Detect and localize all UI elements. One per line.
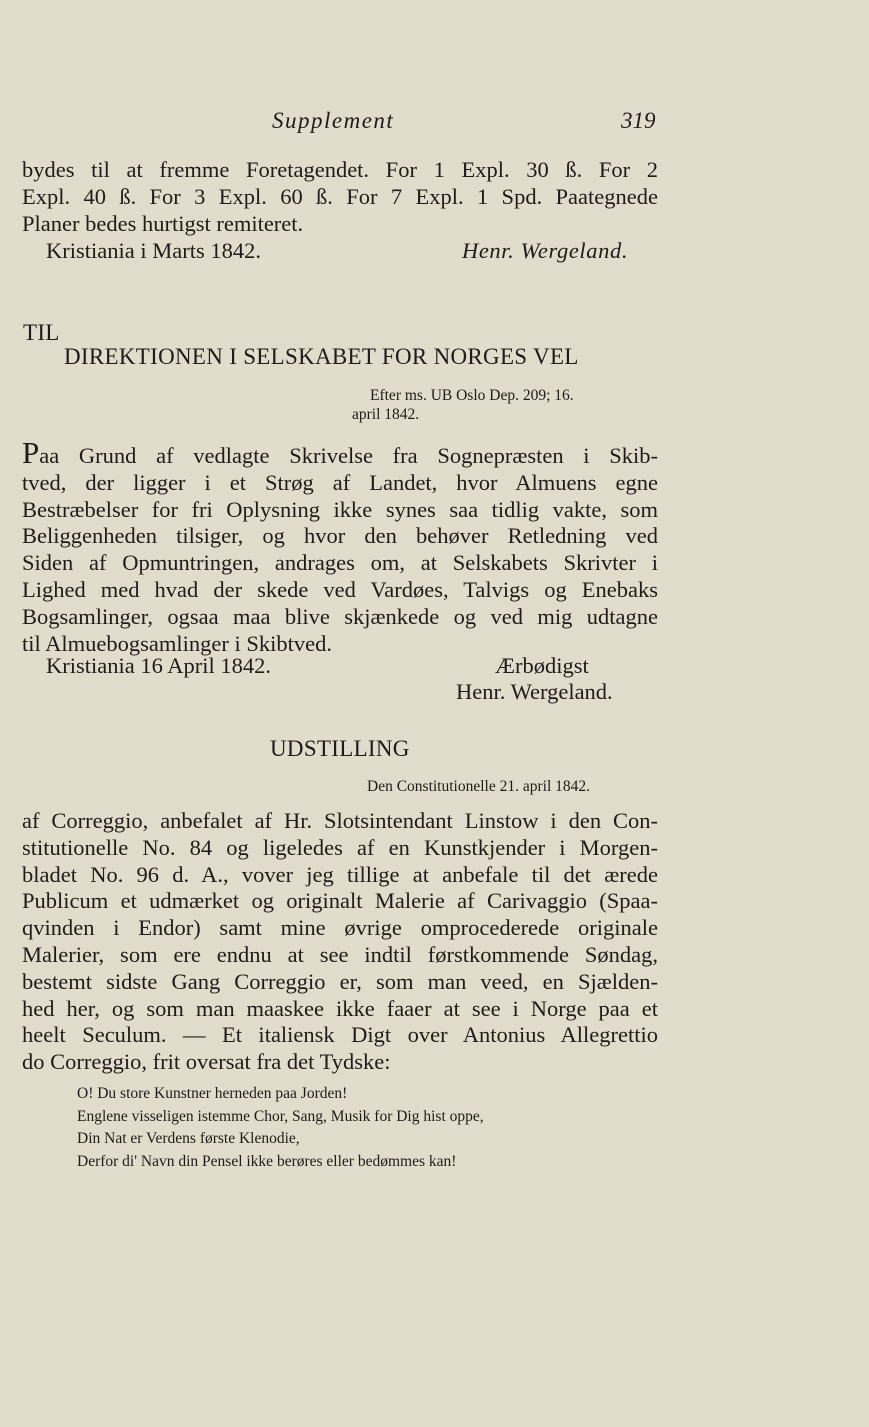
dateline-april: Kristiania 16 April 1842. <box>46 653 271 678</box>
source-note-line2: april 1842. <box>352 406 420 423</box>
text-line: Planer bedes hurtigst remiteret. <box>22 210 304 236</box>
poem <box>77 1083 484 1174</box>
text-line: bladet No. 96 d. A., vover jeg tillige at anbefale til det ærede <box>22 861 658 887</box>
closing-salutation: Ærbødigst <box>495 653 589 678</box>
text-line: Lighed med hvad der skede ved Vardøes, Talvigs og Enebaks <box>22 576 658 602</box>
exhibition-paragraph <box>22 808 658 1076</box>
text-line: hed her, og som man maaskee ikke faaer at see i Norge paa et <box>22 995 658 1021</box>
text-line: bydes til at fremme Foretagendet. For 1 Expl. 30 ß. For 2 <box>22 157 658 182</box>
text-line: Malerier, som ere endnu at see indtil førstkommende Søndag, <box>22 941 658 967</box>
text-line: bestemt sidste Gang Correggio er, som man veed, en Sjælden- <box>22 968 658 994</box>
text-line: Bestræbelser for fri Oplysning ikke synes saa tidlig vakte, som <box>22 496 658 522</box>
source-note: Den Constitutionelle 21. april 1842. <box>367 778 591 795</box>
text-line: heelt Seculum. — Et italiensk Digt over Antonius Allegrettio <box>22 1022 658 1048</box>
text-line: Siden af Opmuntringen, andrages om, at Selskabets Skrivter i <box>22 550 658 576</box>
page-number: 319 <box>621 108 656 133</box>
poem-line: Derfor di' Navn din Pensel ikke berøres eller bedømmes kan! <box>77 1153 457 1171</box>
signature: Henr. Wergeland. <box>456 679 613 704</box>
text-line: do Correggio, frit oversat fra det Tydske: <box>22 1049 391 1075</box>
text-line: Bogsamlinger, ogsaa maa blive skjænkede og ved mig udtagne <box>22 603 658 629</box>
heading-recipient: DIREKTIONEN I SELSKABET FOR NORGES VEL <box>64 344 579 369</box>
drop-cap: P <box>22 435 40 470</box>
signature-italic: Henr. Wergeland. <box>462 238 629 263</box>
text-line: Beliggenheden tilsiger, og hvor den behøver Retledning ved <box>22 523 658 549</box>
text-line <box>22 437 658 470</box>
letter-paragraph <box>22 437 658 657</box>
poem-line: Englene visseligen istemme Chor, Sang, Musik for Dig hist oppe, <box>77 1107 484 1125</box>
text-line: af Correggio, anbefalet af Hr. Slotsintendant Linstow i den Con- <box>22 808 658 833</box>
continuation-paragraph <box>22 157 658 237</box>
running-title: Supplement <box>272 108 395 133</box>
text-line: qvinden i Endor) samt mine øvrige omprocederede originale <box>22 915 658 941</box>
dateline-march: Kristiania i Marts 1842. <box>46 238 261 263</box>
heading-til: TIL <box>23 320 60 345</box>
text-line: Expl. 40 ß. For 3 Expl. 60 ß. For 7 Expl. 1 Spd. Paategnede <box>22 183 658 209</box>
text-line: Publicum et udmærket og originalt Malerie af Carivaggio (Spaa- <box>22 888 658 914</box>
text-line: stitutionelle No. 84 og ligeledes af en Kunstkjender i Morgen- <box>22 834 658 860</box>
source-note-line1: Efter ms. UB Oslo Dep. 209; 16. <box>370 387 574 404</box>
poem-line: Din Nat er Verdens første Klenodie, <box>77 1130 300 1148</box>
poem-line: O! Du store Kunstner herneden paa Jorden! <box>77 1085 348 1102</box>
text-line: til Almuebogsamlinger i Skibtved. <box>22 630 332 656</box>
text-line: tved, der ligger i et Strøg af Landet, hvor Almuens egne <box>22 469 658 495</box>
first-line-text: aa Grund af vedlagte Skrivelse fra Sognepræsten i Skib- <box>39 443 658 468</box>
heading-udstilling: UDSTILLING <box>270 736 410 761</box>
